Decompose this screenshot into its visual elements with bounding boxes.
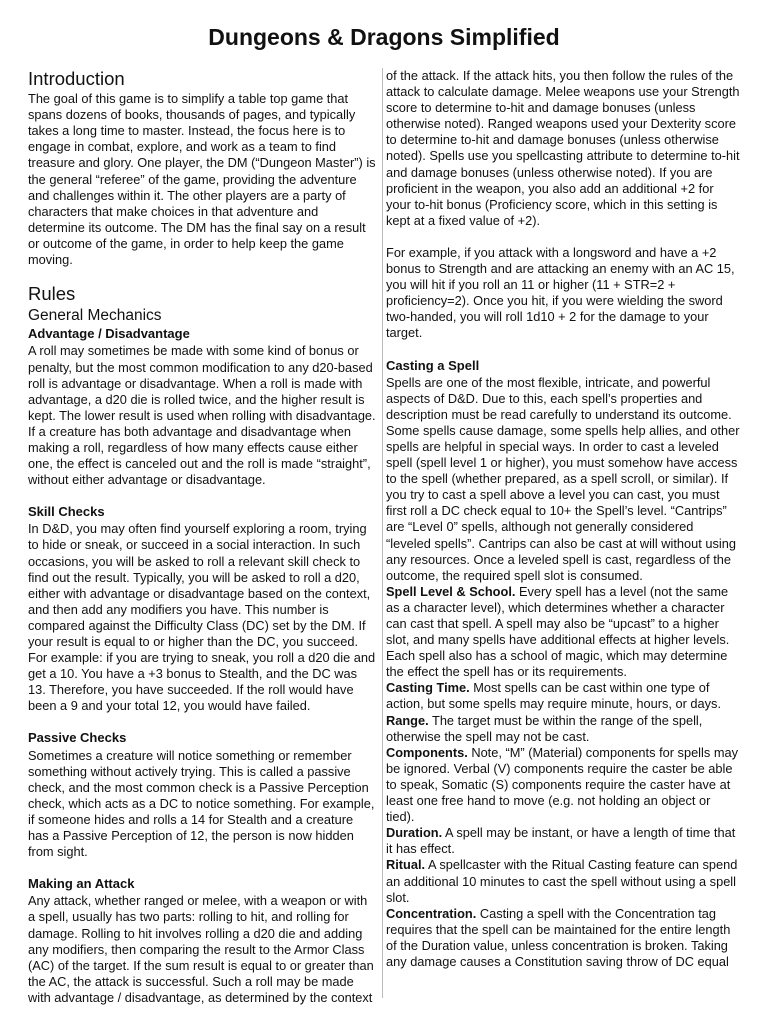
introduction-text: The goal of this game is to simplify a table top game that spans dozens of books, thousands of pages, and typically takes a long time to master. Instead, the focus here is to engage in combat, explore, and work as a team to find treasure and glory. One player, the DM (“Dungeon Master”) is the general “referee” of the game, providing the adventure and challenges within it. The other players are a party of characters that make choices in that adventure and determine its outcome. The DM has the final say on a result or outcome of the game, in order to help keep the game moving. — [28, 91, 376, 268]
passive-checks-text: Sometimes a creature will notice something or remember something without actively trying. This is called a passive check, and the most common check is a Passive Perception check, which acts as a DC to notice something. For example, if someone hides and rolls a 14 for Stealth and a creature has a Passive Perception of 12, the person is now hidden from sight. — [28, 747, 375, 860]
term-label: Duration. — [386, 825, 443, 841]
casting-spell-text: Spells are one of the most flexible, intricate, and powerful aspects of D&D. Due to this, each spell’s properties and description must be read carefully to understand its outcome. Some spells cause damage, some spells help allies, and other spells are helpful in special ways. In order to cast a leveled spell (spell level 1 or higher), you must somehow have access to the spell (whether prepared, as a spell scroll, or similar). If you try to cast a spell above a level you can cast, you must first roll a DC check equal to 10+ the Spell’s level. “Cantrips” are “Level 0” spells, although not generally considered “leveled spells”. Cantrips can also be cast at will without using any resources. Once a leveled spell is cast, regardless of the outcome, the required spell slot is consumed. — [386, 374, 740, 583]
term-label: Casting Time. — [386, 680, 470, 696]
spell-term-components — [386, 745, 740, 825]
term-label: Concentration. — [386, 905, 477, 921]
making-attack-heading: Making an Attack — [28, 876, 135, 892]
term-text: Note, “M” (Material) components for spells may be ignored. Verbal (V) components require the caster be able to speak, Somatic (S) components require the caster have at least one free hand to move (e.g. not holding an object or tied). — [386, 744, 738, 825]
right-column — [386, 68, 740, 970]
term-text: Most spells can be cast within one type of action, but some spells may require minute, hours, or days. — [386, 680, 722, 712]
casting-spell-heading: Casting a Spell — [386, 357, 480, 373]
rules-heading: Rules — [28, 283, 76, 305]
attack-example-text: For example, if you attack with a longsword and have a +2 bonus to Strength and are attacking an enemy with an AC 15, you will hit if you roll an 11 or higher (11 + STR=2 + proficiency=2). Once you hit, if you were wielding the sword two-handed, you will roll 1d10 + 2 for the damage to your target. — [386, 244, 735, 341]
term-label: Components. — [386, 744, 468, 760]
spell-term-range — [386, 713, 740, 745]
term-text: Every spell has a level (not the same as a character level), which determines whether a character can cast that spell. A spell may also be “upcast” to a higher slot, and many spells have additional effects at higher levels. Each spell also has a school of magic, which may determine the effect the spell has or its requirements. — [386, 583, 730, 680]
term-text: Casting a spell with the Concentration tag requires that the spell can be maintained for the entire length of the Duration value, unless concentration is broken. Taking any damage causes a Constitution saving throw of DC equal — [386, 905, 731, 969]
page-title: Dungeons & Dragons Simplified — [208, 24, 560, 50]
spell-term-level-school — [386, 584, 740, 681]
making-attack-text: Any attack, whether ranged or melee, with a weapon or with a spell, usually has two parts: rolling to hit, and rolling for damage. Rolling to hit involves rolling a d20 die and adding any modifiers, then comparing the result to the Armor Class (AC) of the target. If the sum result is equal to or greater than the AC, the attack is successful. Such a roll may be made with advantage / disadvantage, as determined by the context — [28, 893, 374, 1005]
general-mechanics-heading: General Mechanics — [28, 307, 162, 325]
spell-term-concentration — [386, 906, 740, 970]
advantage-text: A roll may sometimes be made with some kind of bonus or penalty, but the most common modification to any d20-based roll is advantage or disadvantage. When a roll is made with advantage, a d20 die is rolled twice, and the higher result is kept. The lower result is used when rolling with disadvantage. If a creature has both advantage and disadvantage when making a roll, regardless of how many effects cause either one, the effect is canceled out and the roll is made “straight”, without either advantage or disadvantage. — [28, 343, 376, 488]
passive-checks-heading: Passive Checks — [28, 730, 127, 746]
making-attack-text-continued: of the attack. If the attack hits, you then follow the rules of the attack to calculate damage. Melee weapons use your Strength score to determine to-hit and damage bonuses (unless otherwise noted). Ranged weapons used your Dexterity score to determine to-hit and damage bonuses (unless otherwise noted). Spells use you spellcasting attribute to determine to-hit and damage bonuses (unless otherwise noted). If you are proficient in the weapon, you also add an additional +2 for your to-hit bonus (Proficiency score, which in this setting is kept at a fixed value of +2). — [386, 68, 740, 228]
advantage-heading: Advantage / Disadvantage — [28, 326, 190, 342]
spell-term-casting-time — [386, 680, 740, 712]
skill-checks-heading: Skill Checks — [28, 504, 105, 520]
term-text: A spell may be instant, or have a length of time that it has effect. — [386, 825, 736, 857]
column-divider — [382, 68, 383, 998]
term-label: Ritual. — [386, 857, 426, 873]
spell-term-duration — [386, 825, 740, 857]
term-text: A spellcaster with the Ritual Casting feature can spend an additional 10 minutes to cast the spell without using a spell slot. — [386, 857, 738, 905]
introduction-heading: Introduction — [28, 68, 125, 89]
term-label: Range. — [386, 712, 429, 728]
skill-checks-text: In D&D, you may often find yourself exploring a room, trying to hide or sneak, or succeed in a social interaction. In such occasions, you will be asked to roll a relevant skill check to find out the result. Typically, you will be asked to roll a d20, either with advantage or disadvantage based on the context, and then add any modifiers you have. This number is compared against the Difficulty Class (DC) set by the DM. If your result is equal to or higher than the DC, you succeed. For example: if you are trying to sneak, you roll a d20 die and get a 10. You have a +3 bonus to Stealth, and the DC was 13. Therefore, you have succeeded. If the roll would have been a 9 and your total 12, you would have failed. — [28, 521, 376, 714]
term-label: Spell Level & School. — [386, 583, 516, 599]
term-text: The target must be within the range of the spell, otherwise the spell may not be cast. — [386, 712, 703, 744]
spell-term-ritual — [386, 857, 740, 905]
left-column — [28, 68, 377, 1006]
